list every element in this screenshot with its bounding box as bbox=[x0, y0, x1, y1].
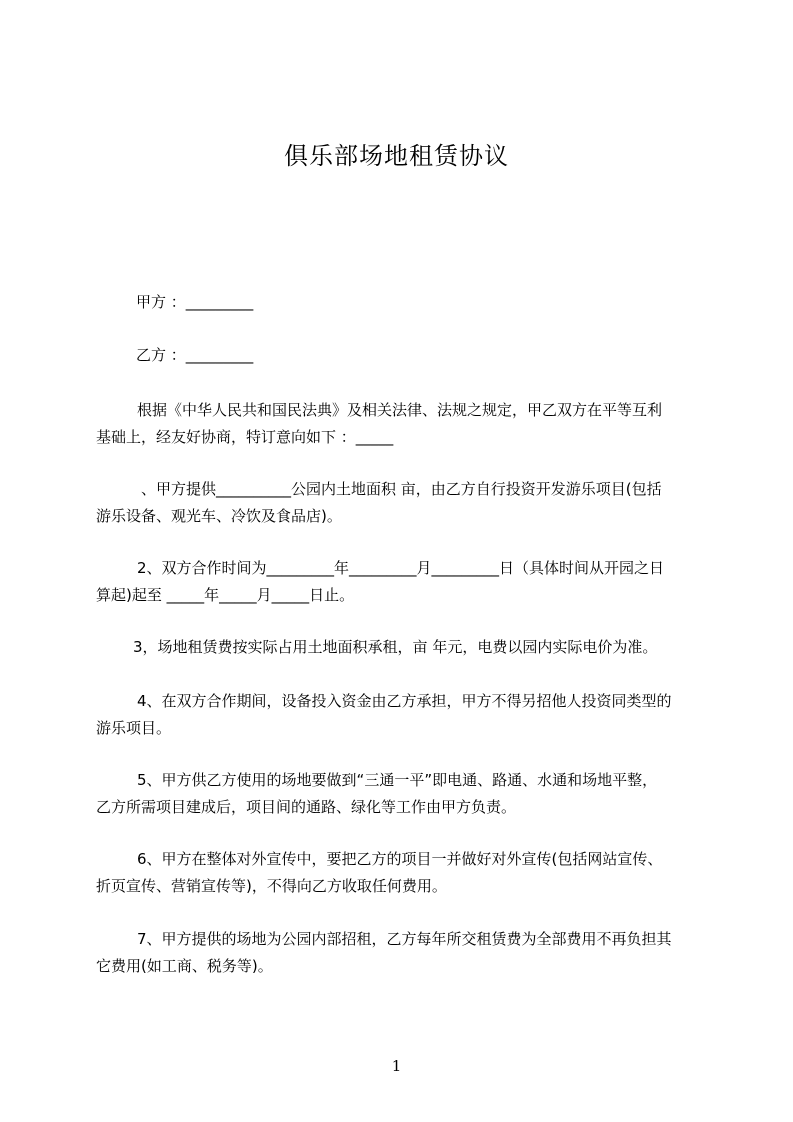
clause-7-line-2: 它费用(如工商、税务等)。 bbox=[96, 957, 273, 975]
clause-1-line-2: 游乐设备、观光车、冷饮及食品店)。 bbox=[96, 507, 342, 525]
party-b-line: 乙方 ：_________ bbox=[136, 346, 254, 364]
preamble-line-2: 基础上，经友好协商，特订意向如下 ：_____ bbox=[96, 428, 394, 446]
clause-7-line-1: 7、甲方提供的场地为公园内部招租，乙方每年所交租赁费为全部费用不再负担其 bbox=[137, 930, 672, 948]
clause-5-line-1: 5、甲方供乙方使用的场地要做到“三通一平”即电通、路通、水通和场地平整， bbox=[137, 771, 658, 789]
clause-6-line-2: 折页宣传、营销宣传等)，不得向乙方收取任何费用。 bbox=[96, 877, 447, 895]
clause-3-line-1: 3，场地租赁费按实际占用土地面积承租，亩 年元，电费以园内实际电价为准。 bbox=[133, 638, 658, 656]
page-number: 1 bbox=[391, 1057, 402, 1075]
clause-4-line-2: 游乐项目。 bbox=[96, 719, 172, 737]
clause-2-line-2: 算起)起至 _____年_____月_____日止。 bbox=[96, 586, 355, 604]
clause-6-line-1: 6、甲方在整体对外宣传中，要把乙方的项目一并做好对外宣传(包括网站宣传、 bbox=[137, 850, 663, 868]
clause-2-line-1: 2、双方合作时间为_________年_________月_________日（具体时间从开园之日 bbox=[137, 559, 665, 577]
document-title: 俱乐部场地租赁协议 bbox=[284, 142, 509, 170]
clause-5-line-2: 乙方所需项目建成后，项目间的通路、绿化等工作由甲方负责。 bbox=[96, 798, 517, 816]
clause-1-line-1: 、甲方提供__________公园内土地面积 亩，由乙方自行投资开发游乐项目(包括 bbox=[141, 480, 662, 498]
preamble-line-1: 根据《中华人民共和国民法典》及相关法律、法规之规定，甲乙双方在平等互利 bbox=[137, 401, 663, 419]
party-a-line: 甲方 ：_________ bbox=[136, 293, 254, 311]
clause-4-line-1: 4、在双方合作期间，设备投入资金由乙方承担，甲方不得另招他人投资同类型的 bbox=[137, 692, 672, 710]
